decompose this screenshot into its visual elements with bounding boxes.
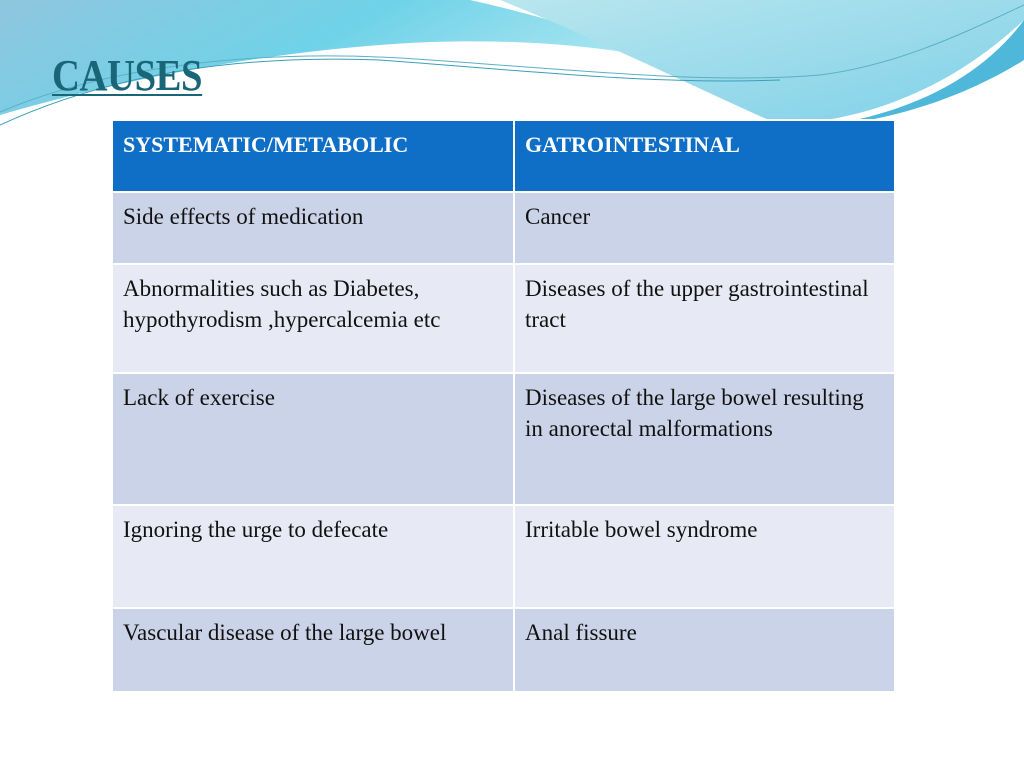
header-gastrointestinal: GATROINTESTINAL [514,120,895,192]
table-row [112,264,895,373]
cell: Ignoring the urge to defecate [112,505,514,608]
table-row [112,373,895,505]
cell: Abnormalities such as Diabetes, hypothyrodism ,hypercalcemia etc [112,264,514,373]
cell: Lack of exercise [112,373,514,505]
slide-title: CAUSES [52,51,203,100]
cell: Anal fissure [514,608,895,692]
causes-table [111,119,896,693]
table-header-row [112,120,895,192]
table-row [112,192,895,264]
table-row [112,505,895,608]
cell: Diseases of the large bowel resulting in anorectal malformations [514,373,895,505]
cell: Side effects of medication [112,192,514,264]
cell: Irritable bowel syndrome [514,505,895,608]
cell: Cancer [514,192,895,264]
header-systematic: SYSTEMATIC/METABOLIC [112,120,514,192]
table-row [112,608,895,692]
cell: Vascular disease of the large bowel [112,608,514,692]
cell: Diseases of the upper gastrointestinal tract [514,264,895,373]
